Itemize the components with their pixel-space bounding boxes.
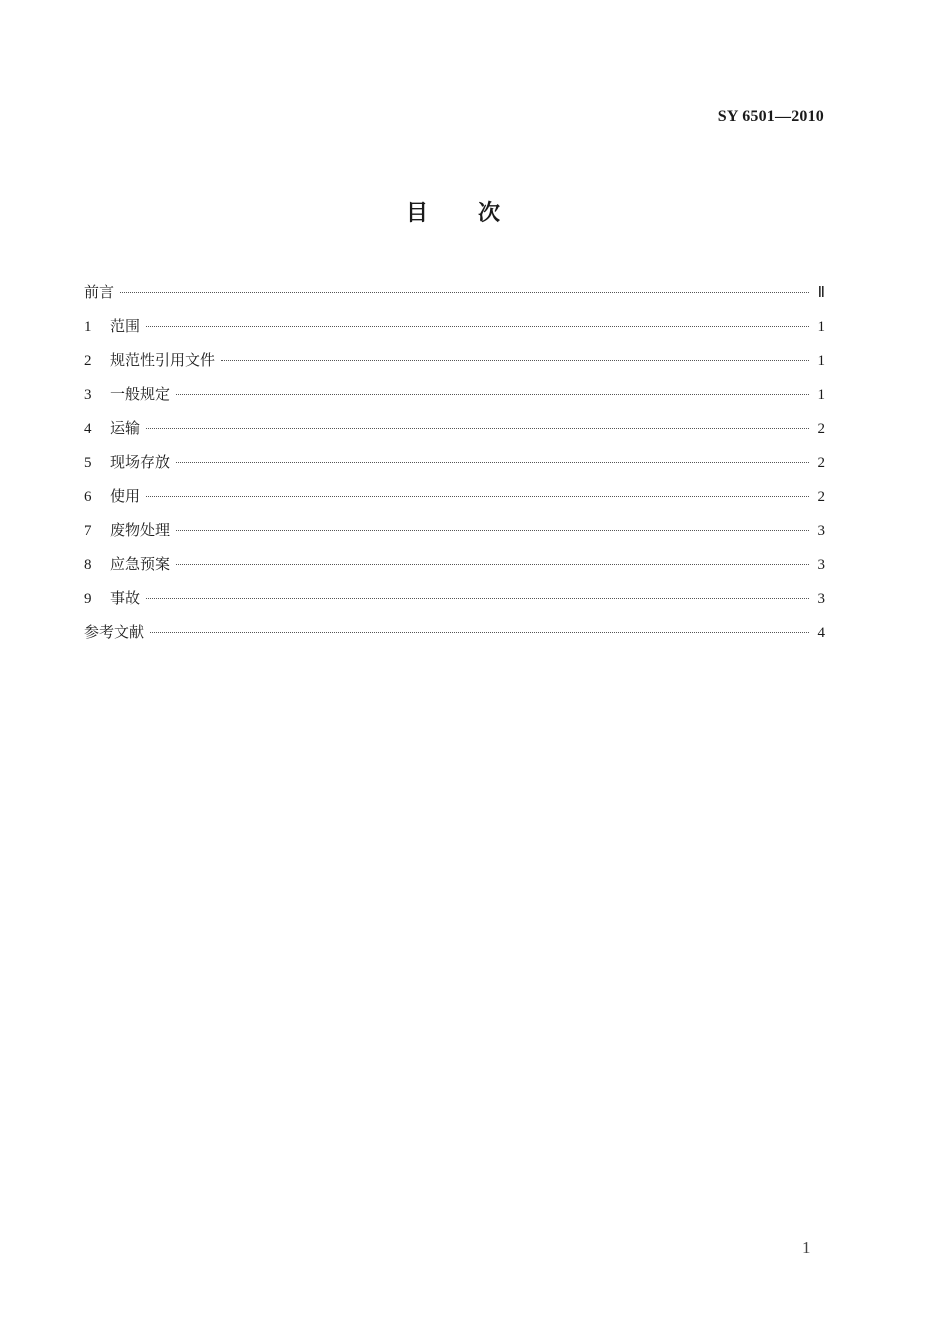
- toc-entry-emergency-plan[interactable]: [84, 552, 825, 586]
- toc-entry-waste-disposal[interactable]: [84, 518, 825, 552]
- dot-leader: [150, 632, 809, 633]
- toc-heading-char-1: 目: [405, 201, 428, 226]
- toc-entry-page: 3: [817, 557, 825, 573]
- toc-entry-number: 6: [84, 489, 92, 505]
- toc-entry-number: 5: [84, 455, 92, 471]
- dot-leader: [176, 530, 809, 531]
- toc-entry-preface[interactable]: [84, 280, 825, 314]
- toc-entry-transport[interactable]: [84, 416, 825, 450]
- toc-entry-title: 运输: [110, 419, 141, 437]
- toc-entry-title: 参考文献: [84, 623, 145, 641]
- dot-leader: [146, 428, 809, 429]
- toc-heading-char-2: 次: [478, 201, 501, 226]
- toc-entry-number: 1: [84, 319, 92, 335]
- dot-leader: [176, 394, 809, 395]
- toc-entry-title: 事故: [110, 589, 141, 607]
- toc-entry-page: 4: [817, 625, 825, 641]
- table-of-contents: [84, 280, 825, 654]
- dot-leader: [221, 360, 809, 361]
- page-number: 1: [802, 1238, 811, 1257]
- dot-leader: [120, 292, 809, 293]
- toc-entry-onsite-storage[interactable]: [84, 450, 825, 484]
- toc-entry-page: 1: [817, 387, 825, 403]
- toc-entry-title: 应急预案: [110, 555, 171, 573]
- toc-entry-number: 9: [84, 591, 92, 607]
- toc-entry-accidents[interactable]: [84, 586, 825, 620]
- toc-entry-bibliography[interactable]: [84, 620, 825, 654]
- toc-entry-title: 规范性引用文件: [110, 351, 216, 369]
- toc-entry-title: 使用: [110, 487, 141, 505]
- toc-entry-page: 2: [817, 455, 825, 471]
- toc-entry-number: 3: [84, 387, 92, 403]
- toc-entry-title: 现场存放: [110, 453, 171, 471]
- toc-entry-title: 范围: [110, 317, 141, 335]
- toc-entry-page: 3: [817, 591, 825, 607]
- dot-leader: [146, 496, 809, 497]
- toc-entry-page: 2: [817, 421, 825, 437]
- toc-entry-number: 4: [84, 421, 92, 437]
- toc-entry-number: 2: [84, 353, 92, 369]
- dot-leader: [176, 564, 809, 565]
- toc-entry-page: Ⅱ: [817, 285, 825, 301]
- dot-leader: [176, 462, 809, 463]
- dot-leader: [146, 326, 809, 327]
- toc-entry-page: 3: [817, 523, 825, 539]
- toc-entry-normative-references[interactable]: [84, 348, 825, 382]
- standard-code: SY 6501—2010: [717, 108, 824, 125]
- toc-entry-title: 前言: [84, 283, 115, 301]
- toc-entry-scope[interactable]: [84, 314, 825, 348]
- toc-entry-title: 废物处理: [110, 521, 171, 539]
- toc-entry-number: 7: [84, 523, 92, 539]
- toc-entry-page: 1: [817, 353, 825, 369]
- toc-entry-title: 一般规定: [110, 385, 171, 403]
- toc-heading: [0, 196, 906, 227]
- toc-entry-use[interactable]: [84, 484, 825, 518]
- toc-entry-general-provisions[interactable]: [84, 382, 825, 416]
- toc-entry-number: 8: [84, 557, 92, 573]
- dot-leader: [146, 598, 809, 599]
- toc-entry-page: 1: [817, 319, 825, 335]
- toc-entry-page: 2: [817, 489, 825, 505]
